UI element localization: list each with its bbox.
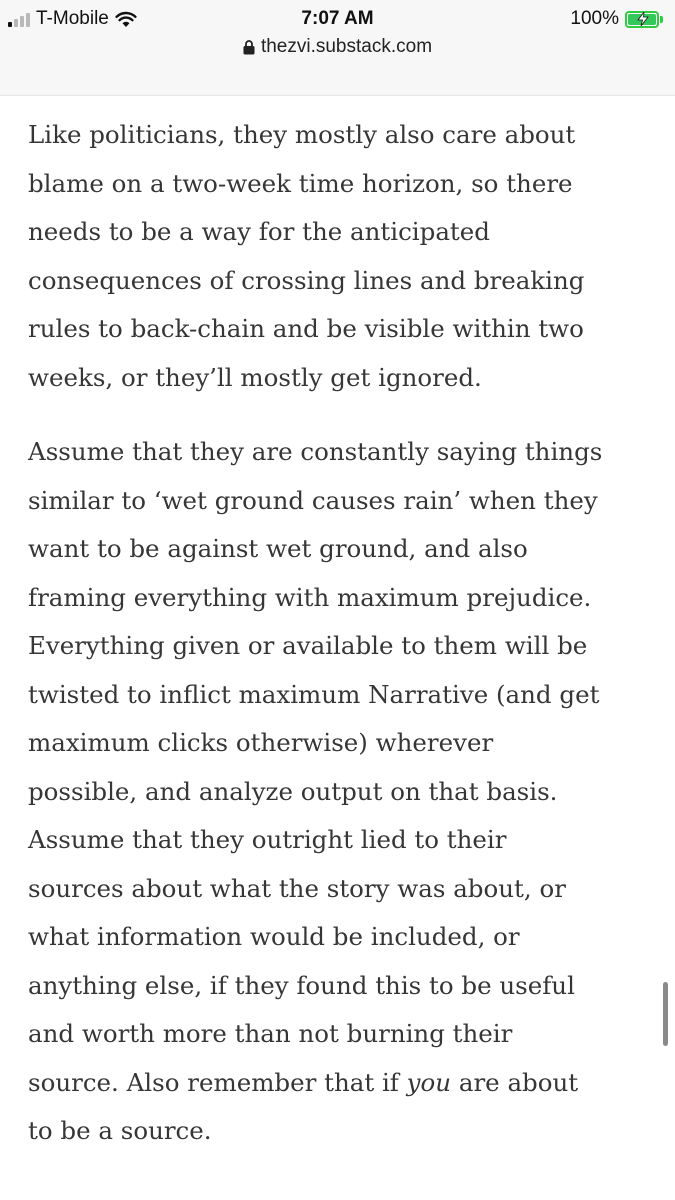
battery-cap: [660, 16, 663, 23]
url-domain[interactable]: thezvi.substack.com: [260, 36, 433, 57]
address-bar[interactable]: [0, 32, 675, 62]
clock: 7:07 AM: [301, 8, 374, 29]
article-body: [28, 111, 658, 1182]
text-line: anything else, if they found this to be useful: [28, 970, 575, 1000]
battery-percent: 100%: [570, 8, 619, 29]
text-line: Assume that they outright lied to their: [28, 825, 507, 854]
browser-toolbar-bottom: [0, 62, 675, 96]
text-line: consequences of crossing lines and breaking: [28, 265, 585, 295]
text-line: framing everything with maximum prejudice.: [28, 582, 592, 612]
text-line: needs to be a way for the anticipated: [28, 217, 490, 246]
text-line: Like politicians, they mostly also care about: [28, 120, 576, 149]
lock-icon: [243, 40, 255, 55]
text-line: what information would be included, or: [28, 922, 520, 951]
text-line: rules to back-chain and be visible within two: [28, 314, 584, 343]
text-line: maximum clicks otherwise) wherever: [28, 728, 494, 757]
scrollbar-thumb[interactable]: [663, 982, 668, 1046]
text-run: are about: [451, 1067, 579, 1097]
text-line: Everything given or available to them will be: [28, 631, 588, 660]
charging-bolt-icon: [637, 12, 649, 26]
text-line: and worth more than not burning their: [28, 1019, 513, 1048]
text-line: weeks, or they’ll mostly get ignored.: [28, 362, 482, 392]
carrier-label: T-Mobile: [36, 8, 109, 29]
text-line: to be a source.: [28, 1116, 212, 1145]
text-line: sources about what the story was about, or: [28, 873, 566, 903]
text-line: Assume that they are constantly saying things: [28, 437, 603, 466]
status-right: [570, 6, 663, 32]
text-line: similar to ‘wet ground causes rain’ when they: [28, 485, 598, 515]
text-line: blame on a two-week time horizon, so there: [28, 168, 573, 198]
text-line: possible, and analyze output on that basis.: [28, 776, 558, 806]
text-line: [28, 1059, 658, 1108]
text-line: want to be against wet ground, and also: [28, 534, 528, 563]
battery-icon: [625, 11, 659, 28]
text-run: source. Also remember that if: [28, 1067, 407, 1097]
paragraph-2: [28, 428, 658, 1156]
paragraph-1: [28, 111, 658, 402]
emphasis-you: you: [406, 1067, 452, 1097]
text-line: twisted to inflict maximum Narrative (and get: [28, 679, 600, 709]
